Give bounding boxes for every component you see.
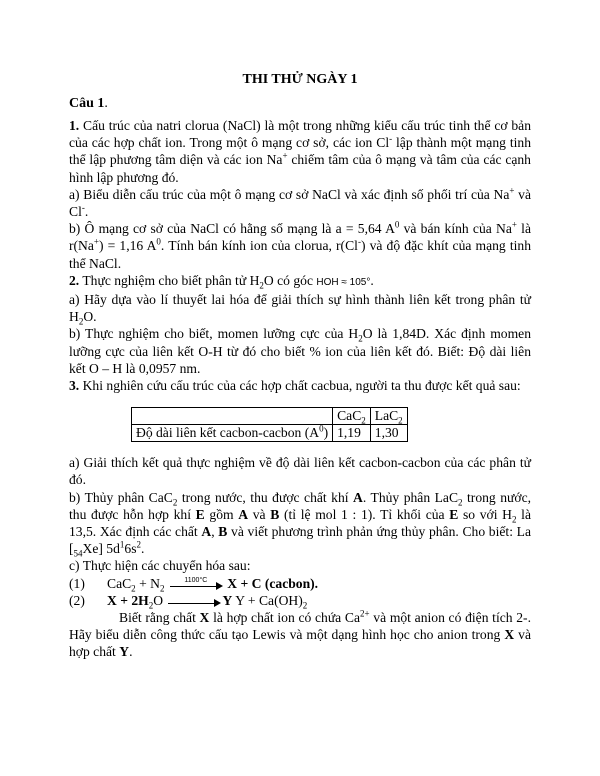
compound-a: A — [201, 524, 212, 540]
q3-final: Biết rằng chất X là hợp chất ion có chứa $Ca^{2+}$ và một anion có điện tích 2-. Hãy biểu diễn công thức cấu tạo Lewis và một dạng hình học cho anion trong X và hợp chất Y. — [69, 608, 531, 660]
q1-number: 1. — [69, 118, 80, 133]
q3b-text: . — [141, 541, 145, 557]
q2-part-b: b) Thực nghiệm cho biết, momen lưỡng cực của $H_2O$ là 1,84D. Xác định momen lưỡng cực của liên kết O-H từ đó cho biết % ion của liên kết đó. Biết: Độ dài liên kết O – H là 0,0957 nm. — [69, 326, 531, 376]
q3-intro — [69, 377, 531, 394]
equation-2: (2) $X + 2H_2O$ Y $Y + Ca(OH)_2$ — [69, 592, 308, 611]
compound-b: B — [270, 506, 280, 522]
q2-text: Thực nghiệm cho biết phân tử H — [79, 272, 260, 288]
q2b-text: b) Thực nghiệm cho biết, momen lưỡng cực của H — [69, 326, 359, 342]
q1b-text: là r(Na — [69, 221, 531, 254]
q2-part-a: a) Hãy dựa vào lí thuyết lai hóa để giải thích sự hình thành liên kết trong phân tử $H_2O$. — [69, 292, 531, 327]
table-row-label-text: ) — [323, 425, 329, 441]
table-header-lac2: LaC$_2$ — [370, 408, 407, 425]
q3b-text: gồm — [204, 506, 239, 522]
q1-intro: 1. Cấu trúc của natri clorua (NaCl) là một trong những kiểu cấu trúc tinh thể cơ bản của các hợp chất ion. Trong một ô mạng cơ sở, các ion Cl- lập thành một mạng tinh thể lập phương tâm diện và các ion Na+ chiếm tâm của ô mạng và tâm của các cạnh hình lập phương đó. — [69, 118, 531, 185]
equation-text: O — [153, 592, 164, 608]
compound-b: B — [218, 524, 228, 540]
question-label-text: Câu 1 — [69, 96, 105, 111]
final-text: và một anion có điện tích 2-. Hãy biểu diễn công thức cấu tạo Lewis và một dạng hình học cho anion trong — [69, 610, 531, 643]
equation-number: (2) — [69, 592, 85, 608]
q3b-text: là 13,5. Xác định các chất — [69, 506, 531, 540]
equation-text: X + C (cacbon). — [223, 575, 319, 591]
page-title: THI THỬ NGÀY 1 — [242, 72, 358, 87]
q3b-text: Xe] 5d — [82, 541, 120, 557]
q3b-text: 6s — [124, 541, 137, 557]
equation-text: Y + Ca(OH) — [232, 592, 303, 608]
table-header-text: CaC — [337, 408, 362, 424]
q2-intro: 2. Thực nghiệm cho biết phân tử $H_2O$ có góc HOH ≈ 105°. — [69, 272, 374, 291]
q1b-text: và bán kính của Na — [399, 221, 512, 237]
compound-e: E — [449, 506, 459, 522]
compound-a: A — [238, 506, 249, 522]
final-text: là hợp chất ion có chứa Ca — [209, 610, 361, 626]
bond-length-table — [131, 407, 408, 442]
q1-text: chiếm tâm của ô mạng và tâm của các cạnh hình lập phương đó. — [69, 152, 531, 185]
table-header-cac2: CaC$_2$ — [333, 408, 371, 425]
question-label: Câu 1. — [69, 96, 108, 111]
q3-part-b: b) Thủy phân CaC$_2$ trong nước, thu được chất khí A. Thủy phân LaC$_2$ trong nước, thu được hỗn hợp khí E gồm A và B (tỉ lệ mol 1 : 1). Tỉ khối của E so với $H_2$ là 13,5. Xác định các chất A, B và viết phương trình phản ứng thủy phân. Cho biết: La $[_{54}Xe]$ $5d^16s^2$. — [69, 489, 531, 559]
q3b-text: (tỉ lệ mol 1 : 1). Tỉ khối của — [279, 506, 450, 522]
table-row-label-text: Độ dài liên kết cacbon-cacbon (A — [136, 425, 320, 441]
table-row — [132, 425, 408, 442]
q3b-text: trong nước, thu được hỗn hợp khí — [69, 489, 531, 522]
q1a-text: và Cl — [69, 186, 531, 220]
table-cell — [132, 408, 333, 425]
table-header-text: LaC — [374, 408, 399, 424]
q1b-text: b) Ô mạng cơ sở của NaCl có hằng số mạng là a = 5,64 A — [69, 221, 395, 237]
q1-text: Cấu trúc của natri clorua (NaCl) là một trong những kiểu cấu trúc tinh thể cơ bản của các hợp chất ion. Trong một ô mạng cơ sở, các ion Cl — [69, 118, 531, 151]
table-cell: 1,19 — [333, 425, 371, 442]
q2a-text: a) Hãy dựa vào lí thuyết lai hóa để giải thích sự hình thành liên kết trong phân tử H — [69, 292, 531, 325]
q3b-text: và — [248, 506, 271, 522]
bond-angle: HOH ≈ 105° — [316, 276, 371, 288]
q1-part-a: a) Biểu diễn cấu trúc của một ô mạng cơ sở NaCl và xác định số phối trí của Na+ và Cl-. — [69, 185, 531, 220]
q1b-text: . Tính bán kính ion của clorua, r(Cl — [160, 238, 358, 254]
q2-text: . — [370, 272, 374, 288]
q1a-text: a) Biểu diễn cấu trúc của một ô mạng cơ sở NaCl và xác định số phối trí của Na — [69, 186, 510, 202]
q3-part-c: c) Thực hiện các chuyển hóa sau: — [69, 558, 251, 574]
compound-a: A — [353, 489, 363, 505]
table-row — [132, 408, 408, 425]
q2-text: O có góc — [263, 272, 317, 288]
compound-e: E — [195, 506, 205, 522]
q3b-text: . Thủy phân LaC — [362, 489, 459, 505]
equation-number: (1) — [69, 575, 85, 591]
q1b-text: ) = 1,16 A — [98, 238, 157, 254]
q3-number: 3. — [69, 378, 80, 394]
equation-text: + N — [135, 575, 160, 591]
equation-1: (1) $CaC_2 + N_2$ 1100°C X + C (cacbon). — [69, 575, 531, 592]
q2b-text: O là 1,84D. Xác định momen lưỡng cực của liên kết O-H từ đó cho biết % ion của liên kết đó. Biết: Độ dài liên kết O – H là 0,0957 nm. — [69, 326, 531, 376]
q1b-text: ) và độ đặc khít của mạng tinh thể NaCl. — [69, 238, 532, 271]
q2a-text: O. — [83, 309, 97, 325]
reaction-arrow-icon — [168, 578, 224, 592]
final-text: và hợp chất — [69, 627, 531, 660]
q1a-text: . — [84, 204, 89, 220]
q3-text: Khi nghiên cứu cấu trúc của các hợp chất cacbua, người ta thu được kết quả sau: — [79, 378, 521, 394]
q1-text: lập thành một mạng tinh thể lập phương tâm diện và các ion Na — [69, 135, 531, 168]
question-body — [69, 117, 531, 661]
q3b-text: so với H — [458, 506, 512, 522]
q3b-text: trong nước, thu được chất khí — [177, 489, 354, 505]
q2-number: 2. — [69, 272, 80, 288]
equation-text: CaC — [107, 575, 132, 591]
q3-part-a: a) Giải thích kết quả thực nghiệm về độ dài liên kết cacbon-cacbon của các phân tử đó. — [69, 455, 531, 488]
table-row-label: Độ dài liên kết cacbon-cacbon $(A^0)$ — [132, 425, 333, 442]
final-text: . — [129, 644, 133, 660]
q1-part-b: b) Ô mạng cơ sở của NaCl có hằng số mạng là a = 5,64 $A^0$ và bán kính của Na+ là r(Na+) = 1,16 $A^0$. Tính bán kính ion của clorua, r(Cl-) và độ đặc khít của mạng tinh thể NaCl. — [69, 219, 532, 271]
table-cell: 1,30 — [370, 425, 407, 442]
q3b-text: b) Thủy phân CaC — [69, 489, 173, 505]
final-text: Biết rằng chất — [119, 610, 200, 626]
q3b-text: , — [211, 524, 219, 540]
q3b-text: và viết phương trình phản ứng thủy phân. Cho biết: La [ — [69, 524, 531, 557]
reaction-condition: 1100°C — [184, 576, 208, 584]
reaction-arrow-icon — [166, 595, 222, 609]
equation-text: X + 2H — [107, 592, 149, 608]
